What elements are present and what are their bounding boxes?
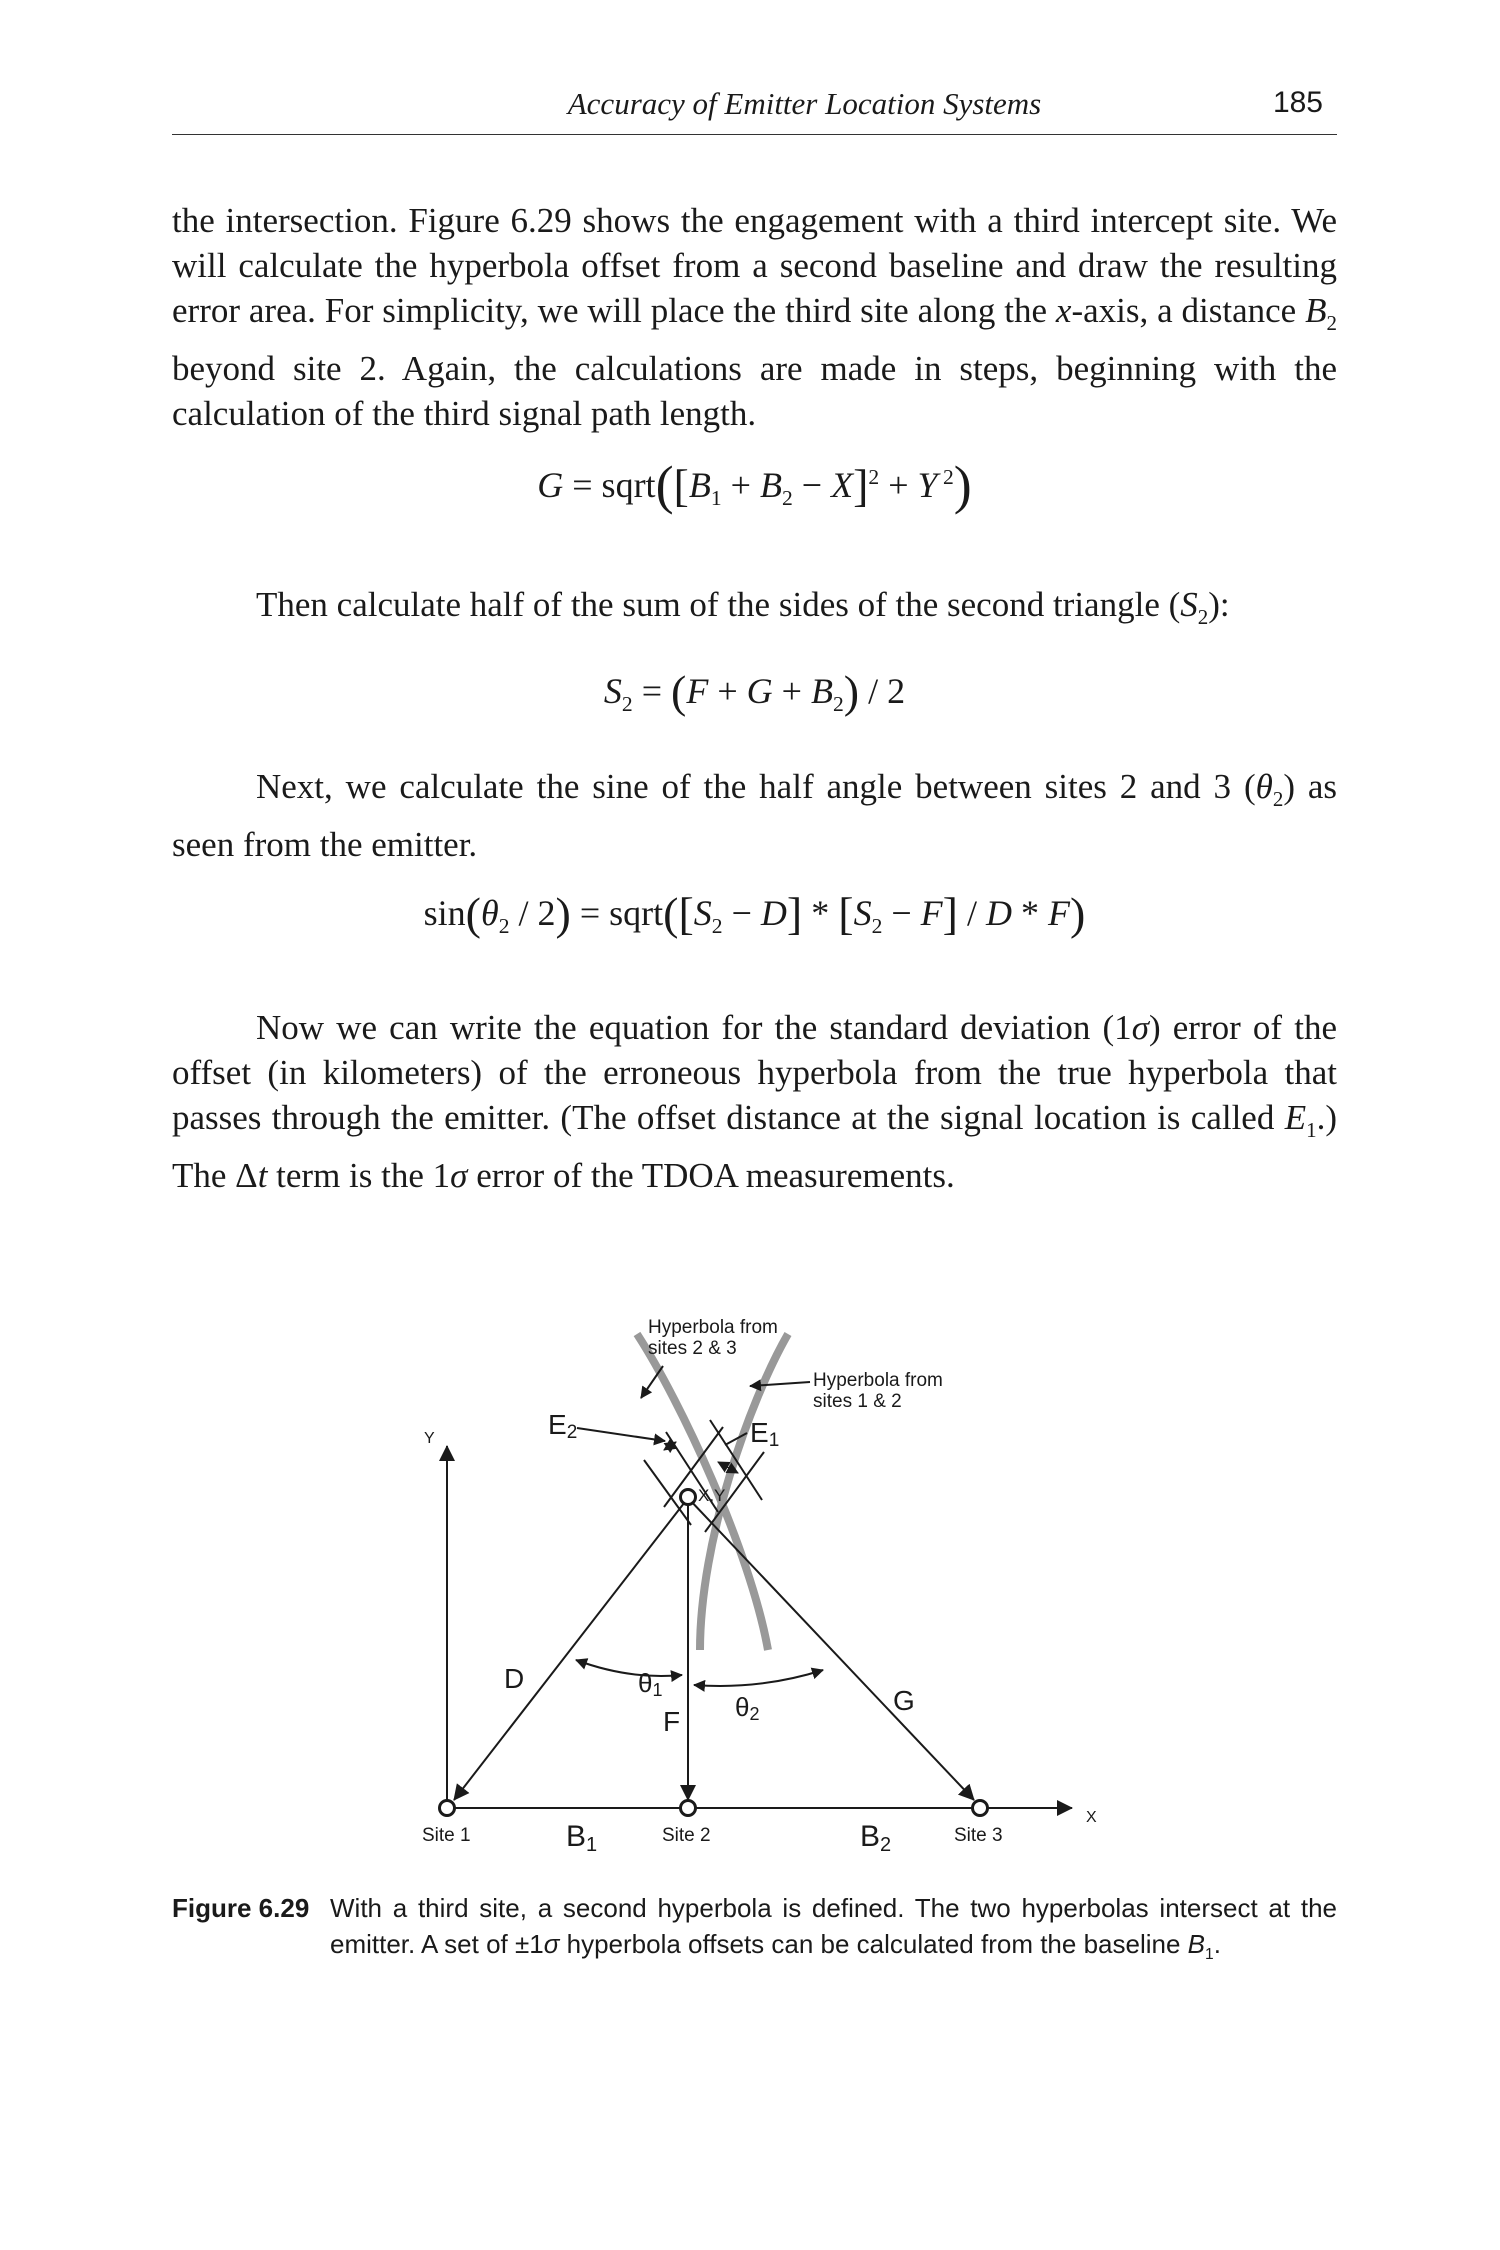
eq1-b2: B	[759, 465, 782, 505]
eq3-d: D	[760, 893, 787, 933]
eq3-s2-sub: 2	[871, 914, 883, 939]
caption-sigma: σ	[543, 1929, 560, 1959]
label-theta1-sub: 1	[652, 1680, 663, 1700]
eq1-lb: [	[673, 460, 689, 511]
eq2-g: G	[746, 671, 773, 711]
label-f: F	[663, 1706, 681, 1737]
label-b1-letter: B	[566, 1820, 587, 1853]
eq1-x: X	[831, 465, 854, 505]
hyp23-pointer	[641, 1366, 663, 1398]
caption-label: Figure 6.29	[172, 1893, 310, 1923]
equation-s2	[172, 666, 1337, 717]
paragraph-1	[172, 198, 1337, 436]
eq3-s1: S	[693, 893, 712, 933]
para2-s-sub: 2	[1197, 605, 1209, 629]
equation-g	[172, 455, 1337, 515]
eq3-open2: (	[663, 888, 679, 939]
eq1-lhs: G	[537, 465, 564, 505]
para2-text-1: Then calculate half of the sum of the sides of the second triangle (	[256, 585, 1181, 624]
label-theta1-letter: θ	[638, 1668, 653, 1698]
theta2-arc	[694, 1670, 823, 1686]
eq3-half: / 2	[509, 893, 556, 933]
eq1-b2-sub: 2	[781, 486, 793, 511]
eq3-theta: θ	[481, 893, 499, 933]
eq3-s1-sub: 2	[711, 914, 723, 939]
eq1-close: )	[953, 455, 972, 515]
label-b2	[860, 1820, 891, 1856]
para4-text-2: ) error of the offset (in kilometers) of the erroneous hyperbola from the true hyperbola that passes through the emitter. (The offset distance at the signal location is called	[172, 1008, 1337, 1137]
para3-text-2: ) as seen from the emitter.	[172, 767, 1338, 864]
emitter-marker	[681, 1490, 696, 1505]
eq2-s: S	[603, 671, 622, 711]
para4-text-5: error of the TDOA measurements.	[467, 1156, 955, 1195]
para4-text-4: term is the 1	[267, 1156, 451, 1195]
path-g	[688, 1498, 974, 1800]
label-site2: Site 2	[662, 1825, 711, 1846]
label-site3: Site 3	[954, 1825, 1003, 1846]
label-g: G	[893, 1685, 915, 1716]
figure-6-29	[380, 1290, 1140, 1870]
label-d: D	[504, 1663, 525, 1694]
label-e2-sub: 2	[566, 1422, 578, 1443]
paragraph-2	[172, 582, 1337, 640]
eq3-d2: D	[986, 893, 1013, 933]
para1-b-sub: 2	[1326, 311, 1337, 335]
eq1-open: (	[655, 455, 674, 515]
label-e1-letter: E	[750, 1417, 769, 1448]
running-title: Accuracy of Emitter Location Systems	[567, 86, 1042, 121]
label-hyp23-line1: Hyperbola from	[648, 1317, 778, 1338]
label-theta2	[735, 1692, 759, 1724]
para1-text-3: beyond site 2. Again, the calculations are made in steps, beginning with the calculation of the third signal path length.	[172, 349, 1337, 433]
theta1-arc	[576, 1660, 682, 1676]
para1-b-var: B	[1305, 291, 1327, 330]
eq2-s-sub: 2	[621, 692, 633, 717]
label-theta2-letter: θ	[735, 1692, 750, 1722]
label-b2-letter: B	[860, 1820, 881, 1853]
label-y-axis: Y	[424, 1430, 435, 1447]
label-b2-sub: 2	[880, 1834, 892, 1856]
eq1-rb: ]	[853, 460, 869, 511]
paragraph-4	[172, 1005, 1337, 1198]
para4-delta: Δ	[235, 1156, 258, 1195]
eq3-f: F	[920, 893, 943, 933]
eq3-star2: *	[1012, 893, 1049, 933]
site-2-marker	[681, 1801, 696, 1816]
label-x-axis: X	[1086, 1809, 1097, 1826]
eq3-sin: sin	[423, 893, 466, 933]
para3-theta-sub: 2	[1272, 787, 1284, 811]
para1-text-2: -axis, a distance	[1071, 291, 1306, 330]
eq3-star: *	[802, 893, 839, 933]
para1-text-1: the intersection. Figure 6.29 shows the engagement with a third intercept site. We will calculate the hyperbola offset from a second baseline and draw the resulting error area. For simplicity, we will place the third site along the	[172, 201, 1337, 330]
eq3-s2: S	[853, 893, 872, 933]
caption-text-1: With a third site, a second hyperbola is defined. The two hyperbolas intersect at the emitter. A set of ±1	[330, 1893, 1337, 1959]
label-b1	[566, 1820, 597, 1856]
eq1-eq: = sqrt	[563, 465, 656, 505]
label-hyp23-line2: sites 2 & 3	[648, 1338, 737, 1359]
caption-text-2: hyperbola offsets can be calculated from the baseline	[559, 1929, 1188, 1959]
eq3-lb2: [	[838, 888, 854, 939]
eq3-f2: F	[1048, 893, 1071, 933]
eq3-open1: (	[465, 888, 481, 939]
para4-e-sub: 1	[1306, 1118, 1317, 1142]
para4-sigma: σ	[1131, 1008, 1149, 1047]
equation-sin-theta2	[172, 888, 1337, 939]
para3-text-1: Next, we calculate the sine of the half angle between sites 2 and 3 (	[256, 767, 1256, 806]
eq2-eq: =	[632, 671, 671, 711]
para4-text-3: .) The	[172, 1098, 1337, 1195]
label-e2-letter: E	[548, 1409, 567, 1440]
para1-x-var: x	[1055, 291, 1072, 330]
eq3-minus1: −	[722, 893, 761, 933]
label-emitter-xy: X,Y	[698, 1486, 726, 1505]
eq2-plus1: +	[708, 671, 747, 711]
eq1-sq2: 2	[937, 465, 954, 489]
geometry-diagram	[380, 1290, 1140, 1870]
eq1-minus: −	[792, 465, 832, 505]
para2-text-2: ):	[1208, 585, 1230, 624]
label-theta2-sub: 2	[749, 1704, 760, 1724]
label-b1-sub: 1	[586, 1834, 598, 1856]
para2-s-var: S	[1180, 585, 1198, 624]
eq2-f: F	[686, 671, 709, 711]
caption-text	[330, 1890, 1337, 1973]
eq3-close1: )	[555, 888, 571, 939]
caption-b-sub: 1	[1205, 1946, 1214, 1964]
eq3-div: /	[958, 893, 987, 933]
para4-t-var: t	[257, 1156, 268, 1195]
label-e1-sub: 1	[768, 1430, 780, 1451]
para4-text-1: Now we can write the equation for the standard deviation (1	[256, 1008, 1132, 1047]
para3-theta: θ	[1255, 767, 1273, 806]
label-site1: Site 1	[422, 1825, 471, 1846]
eq1-plus2: +	[879, 465, 918, 505]
eq3-rb1: ]	[786, 888, 803, 939]
label-hyp12-line2: sites 1 & 2	[813, 1391, 902, 1412]
eq3-rb2: ]	[942, 888, 958, 939]
eq1-b1: B	[688, 465, 711, 505]
label-e1	[750, 1417, 779, 1451]
path-d	[454, 1498, 688, 1800]
figure-caption	[172, 1890, 1337, 1973]
e2-pointer	[577, 1428, 665, 1441]
site-3-marker	[973, 1801, 988, 1816]
eq2-open: (	[671, 666, 687, 717]
label-hyp12-line1: Hyperbola from	[813, 1370, 943, 1391]
eq2-close: )	[843, 666, 860, 717]
eq3-theta-sub: 2	[498, 914, 510, 939]
running-header	[172, 78, 1337, 135]
caption-text-3: .	[1213, 1929, 1221, 1959]
para4-sigma2: σ	[450, 1156, 468, 1195]
paragraph-3	[172, 764, 1337, 867]
eq3-lb1: [	[678, 888, 694, 939]
eq2-b-sub: 2	[832, 692, 844, 717]
eq1-y: Y	[917, 465, 938, 505]
eq3-minus2: −	[882, 893, 921, 933]
label-theta1	[638, 1668, 662, 1700]
eq1-b1-sub: 1	[710, 486, 722, 511]
eq1-plus1: +	[721, 465, 760, 505]
eq2-b: B	[810, 671, 833, 711]
eq2-div: / 2	[859, 671, 906, 711]
para4-e-var: E	[1284, 1098, 1307, 1137]
eq1-sq1: 2	[868, 465, 880, 489]
label-e2	[548, 1409, 577, 1443]
caption-b-var: B	[1187, 1929, 1205, 1959]
eq3-close2: )	[1070, 888, 1086, 939]
eq3-eq: = sqrt	[570, 893, 664, 933]
site-1-marker	[440, 1801, 455, 1816]
eq2-plus2: +	[772, 671, 811, 711]
page-number: 185	[1272, 86, 1323, 119]
